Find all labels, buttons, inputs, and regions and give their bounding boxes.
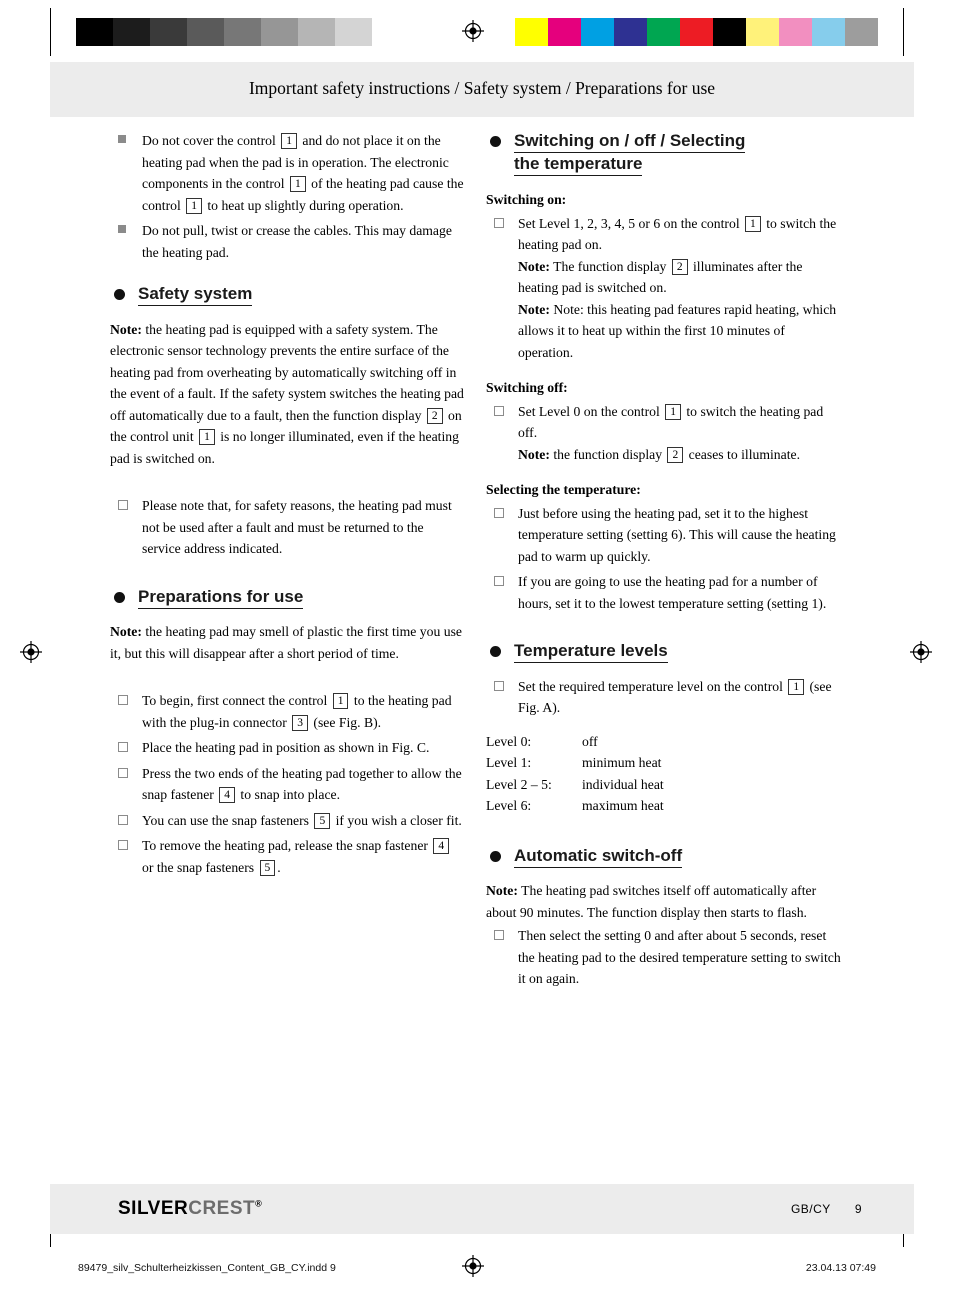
right-column: [486, 130, 841, 994]
list-item: [110, 737, 465, 759]
reference-key-2: 2: [672, 259, 688, 275]
brand-silver: SILVER: [118, 1198, 189, 1219]
note-text: the heating pad is equipped with a safety system. The electronic sensor technology prevents the entire surface of the heating pad from overheating by automatically switching off in the event of a fault. If the safety system switches the heating pad off automatically due to a fault, then the function display 2 on the control unit 1 is no longer illuminated, even if the heating pad is switched on.: [110, 321, 464, 466]
reference-key-3: 3: [292, 715, 308, 731]
crop-mark: [903, 8, 904, 56]
registration-mark-right: [910, 641, 932, 663]
note-text: The function display 2 illuminates after the heating pad is switched on.: [518, 258, 803, 295]
level-description: off: [582, 733, 598, 749]
reference-key-4: 4: [433, 838, 449, 854]
color-swatch: [713, 18, 746, 46]
list-item: [486, 503, 841, 568]
bullet-text: If you are going to use the heating pad for a number of hours, set it to the lowest temperature setting (setting 1).: [518, 574, 827, 611]
note-label: Note:: [518, 301, 550, 317]
reference-key-1: 1: [281, 133, 297, 149]
heading-text: Preparations for use: [138, 587, 303, 609]
note-text: The heating pad switches itself off automatically after about 90 minutes. The function display then starts to flash.: [486, 883, 817, 920]
heading-switching: [486, 130, 841, 175]
reference-key-1: 1: [290, 176, 306, 192]
heading-temperature-levels: [486, 640, 841, 663]
grayscale-swatch: [261, 18, 298, 46]
brand-crest: CREST: [188, 1198, 256, 1219]
footer-locale: GB/CY: [790, 1202, 831, 1216]
table-row: [486, 795, 841, 817]
table-row: [486, 752, 841, 774]
list-item: [110, 835, 465, 878]
reference-key-1: 1: [788, 679, 804, 695]
checkbox-bullet-icon: [118, 768, 128, 778]
bullet-text: Set the required temperature level on the control 1 (see Fig. A).: [518, 678, 832, 715]
checkbox-bullet-icon: [118, 500, 128, 510]
note-label: Note:: [110, 321, 142, 337]
level-label: Level 6:: [486, 798, 532, 813]
color-swatch: [845, 18, 878, 46]
table-row: [486, 731, 841, 753]
automatic-switch-off-note: [486, 880, 841, 923]
note-text: Note: this heating pad features rapid heating, which allows it to heat up within the first 10 minutes of operation.: [518, 301, 837, 360]
level-description: minimum heat: [582, 755, 662, 770]
list-item: [486, 213, 841, 364]
grayscale-swatch: [150, 18, 187, 46]
heading-text-line2: the temperature: [514, 154, 642, 176]
subheading-switching-off: Switching off:: [486, 380, 568, 395]
checkbox-bullet-icon: [494, 576, 504, 586]
list-item: [486, 401, 841, 466]
safety-system-note: [110, 319, 465, 470]
checkbox-bullet-icon: [494, 930, 504, 940]
bullet-text: Set Level 1, 2, 3, 4, 5 or 6 on the control 1 to switch the heating pad on.: [518, 215, 837, 252]
reference-key-1: 1: [745, 216, 761, 232]
checkbox-bullet-icon: [494, 218, 504, 228]
bullet-text: Place the heating pad in position as shown in Fig. C.: [142, 740, 430, 755]
bullet-text: To begin, first connect the control 1 to the heating pad with the plug-in connector 3 (see Fig. B).: [142, 693, 452, 730]
color-swatch: [746, 18, 779, 46]
grayscale-swatch: [335, 18, 372, 46]
subheading-switching-on: Switching on:: [486, 192, 567, 207]
note-label: Note:: [518, 258, 550, 274]
list-item: [486, 925, 841, 990]
left-column: [110, 130, 465, 882]
color-swatch: [614, 18, 647, 46]
safety-bullets: [110, 130, 465, 263]
list-item: [486, 676, 841, 719]
reference-key-2: 2: [427, 408, 443, 424]
heading-preparations: [110, 586, 465, 609]
bullet-text: Do not pull, twist or crease the cables. This may damage the heating pad.: [142, 223, 452, 260]
note-text: the function display 2 ceases to illuminate.: [553, 446, 801, 462]
grayscale-print-bar: [76, 18, 409, 46]
grayscale-swatch: [113, 18, 150, 46]
bullet-dot-icon: [490, 136, 501, 147]
checkbox-bullet-icon: [494, 406, 504, 416]
registration-mark-top: [462, 20, 484, 42]
registration-mark-bottom: [462, 1255, 484, 1277]
heading-text: Automatic switch-off: [514, 846, 682, 868]
heading-text-line1: Switching on / off / Selecting: [514, 131, 745, 153]
bullet-text: You can use the snap fasteners 5 if you wish a closer fit.: [142, 812, 462, 828]
bullet-dot-icon: [114, 289, 125, 300]
color-swatch: [779, 18, 812, 46]
list-item: [110, 690, 465, 733]
level-description: individual heat: [582, 776, 664, 792]
footer-page-info: [791, 1202, 862, 1216]
bullet-dot-icon: [490, 851, 501, 862]
checkbox-bullet-icon: [118, 695, 128, 705]
square-bullet-icon: [118, 225, 126, 233]
preparations-bullets: [110, 690, 465, 878]
reference-key-2: 2: [667, 447, 683, 463]
table-row: [486, 774, 841, 796]
color-swatch: [680, 18, 713, 46]
color-swatch: [515, 18, 548, 46]
crop-mark: [50, 8, 51, 56]
list-item: [110, 495, 465, 560]
note-label: Note:: [518, 446, 550, 462]
bullet-text: Then select the setting 0 and after about 5 seconds, reset the heating pad to the desired temperature setting to switch it on again.: [518, 928, 841, 986]
checkbox-bullet-icon: [494, 508, 504, 518]
grayscale-swatch: [298, 18, 335, 46]
print-timestamp: 23.04.13 07:49: [805, 1262, 876, 1274]
checkbox-bullet-icon: [118, 840, 128, 850]
brand-logo: [118, 1198, 262, 1220]
footer-page-number: 9: [854, 1202, 862, 1216]
checkbox-bullet-icon: [118, 815, 128, 825]
list-item: [110, 220, 465, 263]
color-swatch: [548, 18, 581, 46]
level-label: Level 0:: [486, 733, 532, 749]
temperature-levels-table: [486, 731, 841, 817]
heading-safety-system: [110, 283, 465, 306]
bullet-dot-icon: [114, 592, 125, 603]
grayscale-swatch: [224, 18, 261, 46]
checkbox-bullet-icon: [118, 742, 128, 752]
reference-key-5: 5: [314, 813, 330, 829]
heading-automatic-switch-off: [486, 845, 841, 868]
subheading-selecting-temperature: Selecting the temperature:: [486, 482, 641, 497]
print-filename: 89479_silv_Schulterheizkissen_Content_GB_CY.indd 9: [78, 1262, 336, 1274]
color-swatch: [812, 18, 845, 46]
reference-key-1: 1: [665, 404, 681, 420]
color-swatch: [482, 18, 515, 46]
square-bullet-icon: [118, 135, 126, 143]
reference-key-1: 1: [199, 429, 215, 445]
list-item: [110, 130, 465, 216]
heading-text: Temperature levels: [514, 641, 668, 663]
list-item: [486, 571, 841, 614]
bullet-text: Press the two ends of the heating pad together to allow the snap fastener 4 to snap into place.: [142, 765, 462, 802]
bullet-text: Please note that, for safety reasons, the heating pad must not be used after a fault and must be returned to the service address indicated.: [142, 498, 452, 556]
list-item: [110, 810, 465, 832]
level-description: maximum heat: [582, 798, 664, 813]
color-print-bar: [482, 18, 878, 46]
brand-registered-icon: ®: [255, 1198, 263, 1209]
grayscale-swatch: [187, 18, 224, 46]
note-label: Note:: [110, 624, 142, 639]
bullet-dot-icon: [490, 646, 501, 657]
color-swatch: [581, 18, 614, 46]
list-item: [110, 763, 465, 806]
registration-mark-left: [20, 641, 42, 663]
level-label: Level 2 – 5:: [486, 776, 552, 792]
bullet-text: Just before using the heating pad, set it to the highest temperature setting (setting 6). This will cause the heating pad to warm up quickly.: [518, 505, 836, 564]
grayscale-swatch: [76, 18, 113, 46]
color-swatch: [647, 18, 680, 46]
bullet-text: Do not cover the control 1 and do not place it on the heating pad when the pad is in operation. The electronic components in the control 1 of the heating pad cause the control 1 to heat up slightly during operation.: [142, 133, 464, 213]
note-text: the heating pad may smell of plastic the first time you use it, but this will disappear after a short period of time.: [110, 624, 462, 661]
page-header-title: Important safety instructions / Safety system / Preparations for use: [248, 78, 716, 98]
reference-key-4: 4: [219, 787, 235, 803]
checkbox-bullet-icon: [494, 681, 504, 691]
grayscale-swatch: [372, 18, 409, 46]
note-label: Note:: [486, 883, 518, 898]
bullet-text: Set Level 0 on the control 1 to switch the heating pad off.: [518, 403, 824, 440]
reference-key-1: 1: [186, 198, 202, 214]
heading-text: Safety system: [138, 284, 252, 306]
preparations-note: [110, 621, 465, 664]
level-label: Level 1:: [486, 755, 532, 770]
reference-key-5: 5: [260, 860, 276, 876]
reference-key-1: 1: [333, 693, 349, 709]
bullet-text: To remove the heating pad, release the snap fastener 4 or the snap fasteners 5 .: [142, 838, 451, 875]
